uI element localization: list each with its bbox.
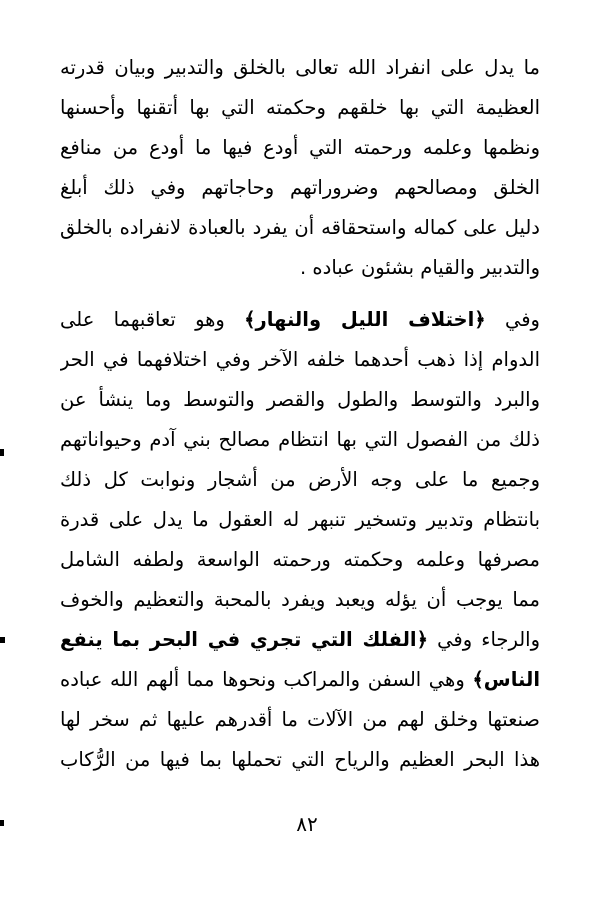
text-line: الخلق ومصالحهم وضروراتهم وحاجاتهم وفي ذلك أبلغ (60, 176, 540, 199)
text-line (60, 660, 540, 700)
text-line: مصرفها وعلمه وحكمته ورحمته الواسعة ولطفه الشامل (60, 548, 540, 571)
text-line: بانتظام وتدبير وتسخير تنبهر له العقول ما يدل على قدرة (60, 508, 540, 531)
text-line: الدوام إذا ذهب أحدهما خلفه الآخر وفي اختلافهما في الحر (60, 348, 540, 371)
text-line: والتدبير والقيام بشئون عباده . (300, 256, 540, 279)
scan-edge-mark (0, 637, 5, 643)
quran-quote: ﴿اختلاف الليل والنهار﴾ (244, 308, 486, 331)
paragraph-1 (60, 48, 540, 288)
text-line: والبرد والتوسط والطول والقصر والتوسط وما ينشأ عن (60, 388, 540, 411)
quran-quote: الناس﴾ (472, 668, 540, 691)
text-line: مما يوجب أن يؤله ويعبد ويفرد بالمحبة والتعظيم والخوف (60, 588, 540, 611)
page-number: ٨٢ (296, 812, 318, 836)
text-line: ذلك من الفصول التي بها انتظام مصالح بني آدم وحيواناتهم (60, 428, 540, 451)
text-line: وجميع ما على وجه الأرض من أشجار ونوابت كل ذلك (60, 468, 540, 491)
text-fragment: وهو تعاقبهما على (60, 308, 245, 331)
text-line: صنعتها وخلق لهم من الآلات ما أقدرهم عليها ثم سخر لها (60, 708, 540, 731)
text-line (60, 300, 540, 340)
text-line: هذا البحر العظيم والرياح التي تحملها بما فيها من الرُّكاب (60, 748, 540, 771)
text-fragment: والرجاء وفي (428, 628, 540, 651)
scan-edge-mark (0, 449, 4, 456)
text-line: العظيمة التي بها خلقهم وحكمته التي بها أتقنها وأحسنها (60, 96, 540, 119)
text-line: ما يدل على انفراد الله تعالى بالخلق والتدبير وبيان قدرته (60, 56, 540, 79)
text-line: دليل على كماله واستحقاقه أن يفرد بالعبادة لانفراده بالخلق (60, 216, 540, 239)
scan-edge-mark (0, 820, 4, 826)
paragraph-2 (60, 300, 540, 780)
text-fragment: وفي (485, 308, 540, 331)
text-line (60, 620, 540, 660)
text-line: ونظمها وعلمه ورحمته التي أودع فيها ما أودع من منافع (60, 136, 540, 159)
quran-quote: ﴿الفلك التي تجري في البحر بما ينفع (60, 628, 429, 651)
text-fragment: وهي السفن والمراكب ونحوها مما ألهم الله عباده (60, 668, 473, 691)
